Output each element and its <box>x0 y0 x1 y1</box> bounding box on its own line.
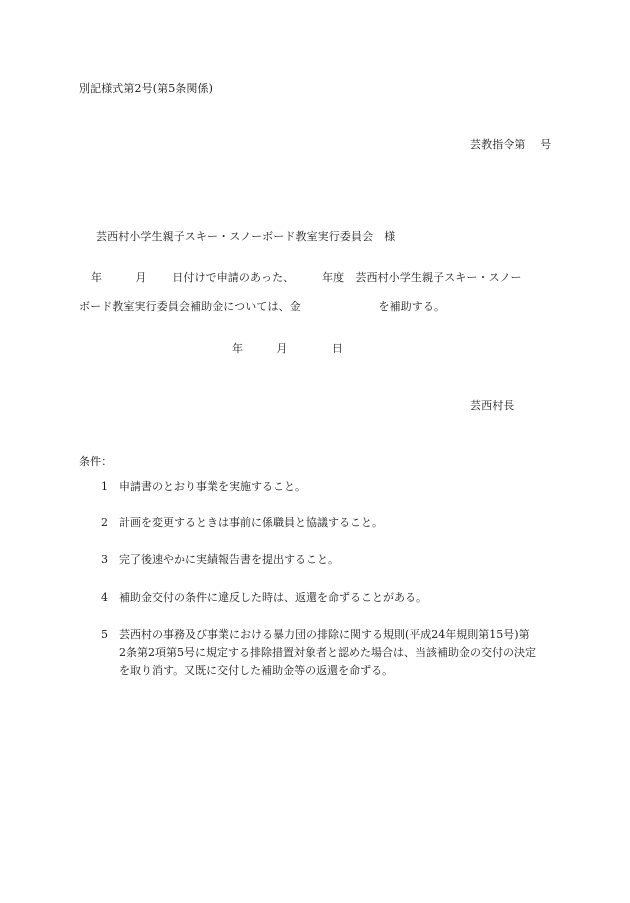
condition-number: 1 <box>101 480 108 493</box>
body-text-line-2: ボード教室実行委員会補助金については、金 を補助する。 <box>79 300 446 313</box>
condition-text-line-1 <box>101 629 571 640</box>
condition-text: 補助金交付の条件に違反した時は、返還を命ずることがある。 <box>119 591 427 604</box>
condition-number: 3 <box>101 553 108 566</box>
form-label: 別記様式第2号(第5条関係) <box>79 82 213 95</box>
condition-text: 完了後速やかに実績報告書を提出すること。 <box>119 553 339 566</box>
condition-text: 申請書のとおり事業を実施すること。 <box>119 480 306 493</box>
issuer: 芸西村長 <box>470 399 515 412</box>
date-line: 年 月 日 <box>232 342 343 355</box>
condition-item <box>101 517 571 528</box>
conditions-heading: 条件： <box>79 455 113 468</box>
condition-number: 4 <box>101 591 108 604</box>
condition-item <box>101 481 571 492</box>
condition-text-line-3: を取り消す。又既に交付した補助金等の返還を命ずる。 <box>119 664 394 677</box>
document-number: 芸教指令第 号 <box>470 138 552 151</box>
body-text-line-1: 年 月 日付けで申請のあった、 年度 芸西村小学生親子スキー・スノー <box>91 271 522 284</box>
condition-text: 計画を変更するときは事前に係職員と協議すること。 <box>119 516 383 529</box>
condition-item <box>101 554 571 565</box>
condition-number: 5 <box>101 628 108 641</box>
condition-item <box>101 592 571 603</box>
addressee: 芸西村小学生親子スキー・スノーボード教室実行委員会 様 <box>96 230 396 243</box>
condition-text-line-2: 2条第2項第5号に規定する排除措置対象者と認めた場合は、当該補助金の交付の決定 <box>119 646 536 659</box>
condition-item <box>101 629 571 676</box>
condition-number: 2 <box>101 516 108 529</box>
condition-text: 芸西村の事務及び事業における暴力団の排除に関する規則(平成24年規則第15号)第 <box>119 628 530 641</box>
